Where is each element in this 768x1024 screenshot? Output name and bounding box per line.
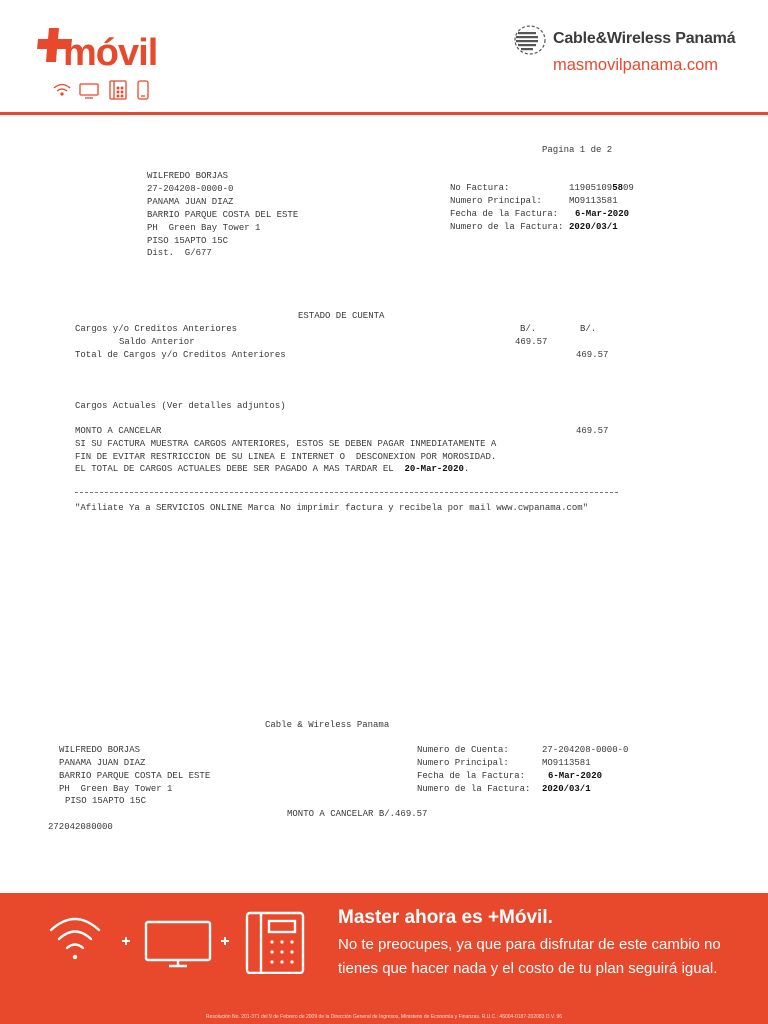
customer-dist: Dist. G/677 — [147, 248, 212, 258]
notice-line-1: SI SU FACTURA MUESTRA CARGOS ANTERIORES, ESTOS SE DEBEN PAGAR INMEDIATAMENTE A — [75, 439, 497, 449]
notice-line-2: FIN DE EVITAR RESTRICCION DE SU LINEA E INTERNET O DESCONEXION POR MOROSIDAD. — [75, 452, 497, 462]
stub-main-number-value: MO9113581 — [542, 758, 591, 768]
website-link[interactable]: masmovilpanama.com — [553, 56, 719, 74]
phone-keypad-icon — [270, 940, 293, 963]
footer-title: Master ahora es +Móvil. — [338, 907, 553, 928]
stub-invoice-label: Numero de la Factura: — [417, 784, 531, 794]
wifi-icon — [54, 85, 70, 96]
customer-city: PANAMA JUAN DIAZ — [147, 197, 234, 207]
amount-due-value: 469.57 — [576, 426, 609, 436]
stub-customer-building: PH Green Bay Tower 1 — [59, 784, 173, 794]
notice-line-3: EL TOTAL DE CARGOS ACTUALES DEBE SER PAGADO A MAS TARDAR EL 20-Mar-2020. — [75, 464, 470, 474]
phone-icon — [247, 913, 303, 973]
due-date: 20-Mar-2020 — [404, 464, 464, 474]
main-number-label: Numero Principal: — [450, 196, 542, 206]
company-name: Cable&Wireless Panamá — [553, 30, 736, 47]
invoice-number-label: No Factura: — [450, 183, 510, 193]
stub-customer-name: WILFREDO BORJAS — [59, 745, 141, 755]
cable-wireless-logo-icon — [512, 24, 548, 56]
header — [0, 0, 768, 116]
footer-message: No te preocupes, ya que para disfrutar de este cambio no tienes que hacer nada y el costo de tu plan seguirá igual. — [338, 936, 721, 977]
footer-legal-text: Resolución No. 201-371 del 9 de Febrero de 2009 de la Dirección General de Ingresos, Ministerio de Economía y Finanzas. R.U.C.: 46004-0187-202083 D.V. 96 — [205, 1014, 563, 1020]
previous-balance-value: 469.57 — [515, 337, 548, 347]
prev-charges-label: Cargos y/o Creditos Anteriores — [75, 324, 238, 334]
invoice-number-value: 119051095809 — [569, 183, 634, 193]
main-number-value: MO9113581 — [569, 196, 618, 206]
plus-icon — [221, 937, 229, 945]
tv-icon — [146, 922, 210, 966]
stub-invoice-value: 2020/03/1 — [542, 784, 591, 794]
page-indicator: Pagina 1 de 2 — [542, 145, 613, 155]
invoice-date-value: 6-Mar-2020 — [575, 209, 630, 219]
plus-icon — [122, 937, 130, 945]
currency-header-1: B/. — [520, 324, 537, 334]
online-promo: "Afiliate Ya a SERVICIOS ONLINE Marca No imprimir factura y recibela por mail www.cwpanama.com" — [75, 503, 589, 513]
stub-amount-due: MONTO A CANCELAR B/.469.57 — [287, 809, 428, 819]
statement-title: ESTADO DE CUENTA — [298, 311, 385, 321]
current-charges-label: Cargos Actuales (Ver detalles adjuntos) — [75, 401, 286, 411]
stub-date-label: Fecha de la Factura: — [417, 771, 526, 781]
brand-service-icons — [52, 79, 154, 101]
customer-floor: PISO 15APTO 15C — [147, 236, 229, 246]
amount-due-label: MONTO A CANCELAR — [75, 426, 162, 436]
phone-icon — [110, 81, 126, 99]
header-divider — [0, 112, 768, 115]
dashed-divider — [75, 492, 618, 493]
wifi-icon — [51, 919, 99, 959]
stub-account-value: 27-204208-0000-0 — [542, 745, 629, 755]
customer-neighborhood: BARRIO PARQUE COSTA DEL ESTE — [147, 210, 299, 220]
customer-name: WILFREDO BORJAS — [147, 171, 229, 181]
customer-building: PH Green Bay Tower 1 — [147, 223, 261, 233]
previous-balance-label: Saldo Anterior — [119, 337, 195, 347]
footer-service-icons — [45, 910, 315, 974]
currency-header-2: B/. — [580, 324, 597, 334]
stub-customer-city: PANAMA JUAN DIAZ — [59, 758, 146, 768]
stub-main-number-label: Numero Principal: — [417, 758, 509, 768]
stub-customer-floor: PISO 15APTO 15C — [65, 796, 147, 806]
tv-icon — [80, 84, 98, 98]
invoice-id-label: Numero de la Factura: — [450, 222, 564, 232]
stub-barcode-number: 272042080000 — [48, 822, 113, 832]
stub-company: Cable & Wireless Panama — [265, 720, 390, 730]
stub-date-value: 6-Mar-2020 — [548, 771, 603, 781]
stub-account-label: Numero de Cuenta: — [417, 745, 509, 755]
invoice-id-value: 2020/03/1 — [569, 222, 618, 232]
stub-customer-neighborhood: BARRIO PARQUE COSTA DEL ESTE — [59, 771, 211, 781]
customer-account: 27-204208-0000-0 — [147, 184, 234, 194]
total-prev-charges-label: Total de Cargos y/o Creditos Anteriores — [75, 350, 286, 360]
brand-logo: móvil — [63, 32, 158, 74]
invoice-date-label: Fecha de la Factura: — [450, 209, 559, 219]
mobile-icon — [138, 81, 148, 99]
total-prev-charges-value: 469.57 — [576, 350, 609, 360]
